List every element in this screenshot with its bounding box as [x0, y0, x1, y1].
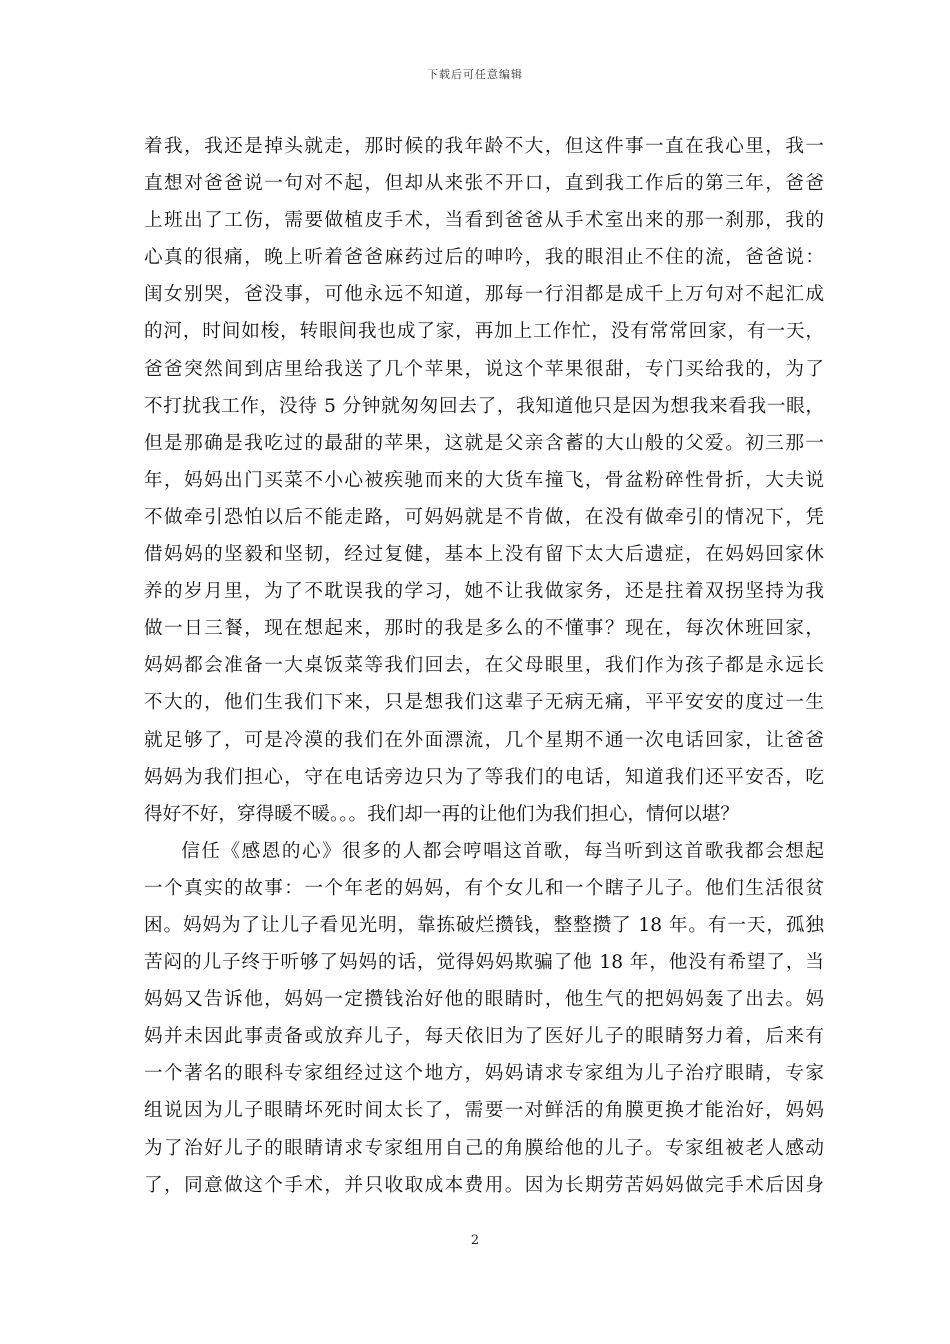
text-line: 闺女别哭，爸没事，可他永远不知道，那每一行泪都是成千上万句对不起汇成 — [144, 284, 824, 306]
text-line: 着我，我还是掉头就走，那时候的我年龄不大，但这件事一直在我心里，我一 — [144, 136, 824, 157]
text-line: 就足够了，可是冷漠的我们在外面漂流，几个星期不通一次电话回家，让爸爸 — [144, 729, 824, 751]
text-line: 年，妈妈出门买菜不小心被疾驰而来的大货车撞飞，骨盆粉碎性骨折，大夫说 — [144, 469, 824, 491]
page-header: 下载后可任意编辑 — [427, 68, 523, 81]
text-line: 借妈妈的坚毅和坚韧，经过复健，基本上没有留下太大后遗症，在妈妈回家休 — [144, 544, 824, 566]
text-line: 爸爸突然间到店里给我送了几个苹果，说这个苹果很甜，专门买给我的，为了 — [144, 358, 824, 380]
text-line: 了，同意做这个手术，并只收取成本费用。因为长期劳苦妈妈做完手术后因身 — [144, 1174, 824, 1196]
text-line: 的河，时间如梭，转眼间我也成了家，再加上工作忙，没有常常回家，有一天， — [144, 321, 824, 343]
page-number: 2 — [470, 1233, 480, 1248]
text-line: 做一日三餐，现在想起来，那时的我是多么的不懂事？现在，每次休班回家， — [144, 618, 824, 640]
text-line: 不打扰我工作，没待 5 分钟就匆匆回去了，我知道他只是因为想我来看我一眼， — [144, 395, 824, 417]
text-line: 一个真实的故事：一个年老的妈妈，有个女儿和一个瞎子儿子。他们生活很贫 — [144, 877, 824, 899]
text-line: 心真的很痛，晚上听着爸爸麻药过后的呻吟，我的眼泪止不住的流，爸爸说： — [144, 247, 824, 269]
text-line: 组说因为儿子眼睛坏死时间太长了，需要一对鲜活的角膜更换才能治好，妈妈 — [144, 1100, 824, 1122]
text-line: 信任《感恩的心》很多的人都会哼唱这首歌，每当听到这首歌我都会想起 — [181, 840, 824, 862]
text-line: 得好不好，穿得暖不暖。。。我们却一再的让他们为我们担心，情何以堪？ — [144, 803, 739, 825]
text-line: 直想对爸爸说一句对不起，但却从来张不开口，直到我工作后的第三年，爸爸 — [144, 173, 824, 195]
text-line: 妈并未因此事责备或放弃儿子，每天依旧为了医好儿子的眼睛努力着，后来有 — [144, 1026, 824, 1048]
text-line: 为了治好儿子的眼睛请求专家组用自己的角膜给他的儿子。专家组被老人感动 — [144, 1137, 824, 1159]
text-line: 妈妈又告诉他，妈妈一定攒钱治好他的眼睛时，他生气的把妈妈轰了出去。妈 — [144, 989, 824, 1011]
document-body — [144, 128, 824, 1204]
text-line: 困。妈妈为了让儿子看见光明，靠拣破烂攒钱，整整攒了 18 年。有一天，孤独 — [144, 914, 824, 936]
text-line: 妈妈都会准备一大桌饭菜等我们回去，在父母眼里，我们作为孩子都是永远长 — [144, 655, 824, 677]
text-line: 不做牵引恐怕以后不能走路，可妈妈就是不肯做，在没有做牵引的情况下，凭 — [144, 506, 824, 528]
paragraph-1 — [144, 128, 824, 833]
text-line: 一个著名的眼科专家组经过这个地方，妈妈请求专家组为儿子治疗眼睛，专家 — [144, 1063, 824, 1085]
text-line: 养的岁月里，为了不耽误我的学习，她不让我做家务，还是拄着双拐坚持为我 — [144, 581, 824, 603]
text-line: 上班出了工伤，需要做植皮手术，当看到爸爸从手术室出来的那一刹那，我的 — [144, 210, 824, 232]
paragraph-2 — [144, 833, 824, 1204]
text-line: 不大的，他们生我们下来，只是想我们这辈子无病无痛，平平安安的度过一生 — [144, 692, 824, 714]
text-line: 苦闷的儿子终于听够了妈妈的话，觉得妈妈欺骗了他 18 年，他没有希望了，当 — [144, 952, 824, 974]
text-line: 妈妈为我们担心，守在电话旁边只为了等我们的电话，知道我们还平安否，吃 — [144, 766, 824, 788]
text-line: 但是那确是我吃过的最甜的苹果，这就是父亲含蓄的大山般的父爱。初三那一 — [144, 432, 824, 454]
